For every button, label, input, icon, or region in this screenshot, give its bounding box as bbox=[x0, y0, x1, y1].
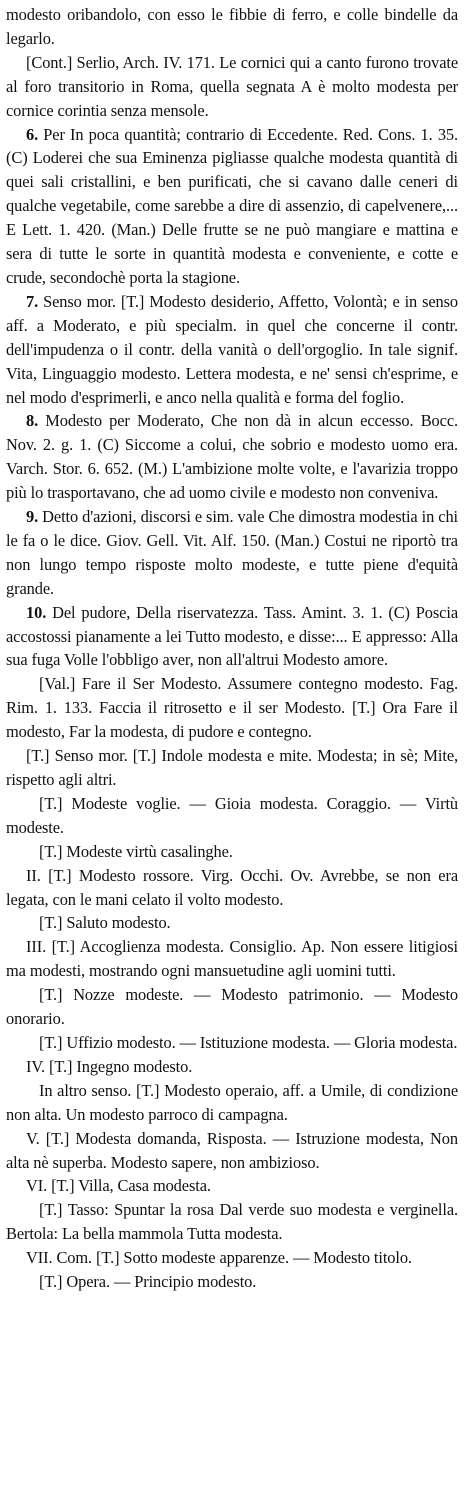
entry-paragraph: [T.] Opera. — Principio modesto. bbox=[39, 1272, 257, 1292]
entry-paragraph: [T.] Senso mor. [T.] Indole modesta e mite. Modesta; in sè; Mite, rispetto agli altri. bbox=[6, 746, 458, 789]
sense-number: 9. bbox=[26, 507, 39, 527]
entry-paragraph: [T.] Modeste voglie. — Gioia modesta. Coraggio. — Virtù modeste. bbox=[6, 793, 458, 837]
entry-paragraph: 7. Senso mor. [T.] Modesto desiderio, Affetto, Volontà; e in senso aff. a Moderato, e più specialm. in quel che concerne il contr. dell'impudenza o il contr. della vanità o dell'orgoglio. In tale signif. Vita, Linguaggio modesto. Lettera modesta, e ne' sensi ch'esprime, e nel modo d'esprimerli, e anco nella qualità e forma del foglio. bbox=[6, 291, 459, 407]
sense-number: 8. bbox=[26, 411, 39, 431]
entry-paragraph: II. [T.] Modesto rossore. Virg. Occhi. Ov. Avrebbe, se non era legata, con le mani celato il volto modesto. bbox=[6, 865, 458, 909]
entry-paragraph: 10. Del pudore, Della riservatezza. Tass. Amint. 3. 1. (C) Poscia accostossi pianamente a lei Tutto modesto, e disse:... E appresso: Alla sua fuga Volle l'obbligo aver, non all'altrui Modesto amore. bbox=[6, 602, 458, 670]
entry-paragraph: III. [T.] Accoglienza modesta. Consiglio. Ap. Non essere litigiosi ma modesti, mostrando ogni mansuetudine agli uomini tutti. bbox=[6, 937, 458, 981]
entry-paragraph: [T.] Tasso: Spuntar la rosa Dal verde suo modesta e verginella. Bertola: La bella mammola Tutta modesta. bbox=[6, 1200, 458, 1244]
entry-paragraph: [Cont.] Serlio, Arch. IV. 171. Le cornici qui a canto furono trovate al foro transitorio in Roma, quella segnata A è molto modesta per cornice corintia senza mensole. bbox=[6, 52, 458, 120]
sense-number: 10. bbox=[26, 602, 47, 622]
entry-paragraph: [Val.] Fare il Ser Modesto. Assumere contegno modesto. Fag. Rim. 1. 133. Faccia il ritrosetto e il ser Modesto. [T.] Ora Fare il modesto, Far la modesta, di pudore e contegno. bbox=[6, 674, 458, 742]
entry-paragraph: [T.] Uffizio modesto. — Istituzione modesta. — Gloria modesta. bbox=[39, 1032, 458, 1052]
entry-paragraph: 9. Detto d'azioni, discorsi e sim. vale Che dimostra modestia in chi le fa o le dice. Giov. Gell. Vit. Alf. 150. (Man.) Costui ne riportò tra non lungo tempo risposte molto modeste, e tutte piene d'equità grande. bbox=[6, 507, 458, 598]
sense-number: 6. bbox=[26, 124, 39, 144]
entry-paragraph: 6. Per In poca quantità; contrario di Eccedente. Red. Cons. 1. 35. (C) Loderei che sua Eminenza pigliasse qualche modesta quantità di quei sali cristallini, e ben purificati, che si cavano dalle ceneri di qualche vegetabile, come sarebbe a dire di assenzio, di capelvenere,... E Lett. 1. 420. (Man.) Delle frutte se ne può mangiare e mattina e sera di tutte le sorte in quantità modesta e conveniente, e cotte e crude, secondochè porta la stagione. bbox=[6, 124, 459, 287]
entry-paragraph: 8. Modesto per Moderato, Che non dà in alcun eccesso. Bocc. Nov. 2. g. 1. (C) Siccome a colui, che sobrio e modesto uomo era. Varch. Stor. 6. 652. (M.) L'ambizione molte volte, e l'avarizia troppo più lo trasportavano, che ad uomo civile e modesto non conveniva. bbox=[6, 411, 458, 503]
entry-paragraph: VI. [T.] Villa, Casa modesta. bbox=[26, 1176, 211, 1196]
entry-paragraph: [T.] Modeste virtù casalinghe. bbox=[39, 841, 233, 861]
entry-paragraph: VII. Com. [T.] Sotto modeste apparenze. — Modesto titolo. bbox=[26, 1248, 412, 1268]
sense-number: 7. bbox=[26, 291, 39, 311]
entry-paragraph: V. [T.] Modesta domanda, Risposta. — Istruzione modesta, Non alta nè superba. Modesto sapere, non ambizioso. bbox=[6, 1128, 458, 1172]
entry-paragraph: [T.] Nozze modeste. — Modesto patrimonio. — Modesto onorario. bbox=[6, 985, 458, 1029]
entry-paragraph: IV. [T.] Ingegno modesto. bbox=[26, 1056, 193, 1076]
entry-paragraph: [T.] Saluto modesto. bbox=[39, 913, 171, 933]
entry-paragraph: In altro senso. [T.] Modesto operaio, aff. a Umile, di condizione non alta. Un modesto parroco di campagna. bbox=[6, 1080, 458, 1124]
entry-paragraph: modesto oribandolo, con esso le fibbie di ferro, e colle bindelle da legarlo. bbox=[6, 5, 458, 48]
